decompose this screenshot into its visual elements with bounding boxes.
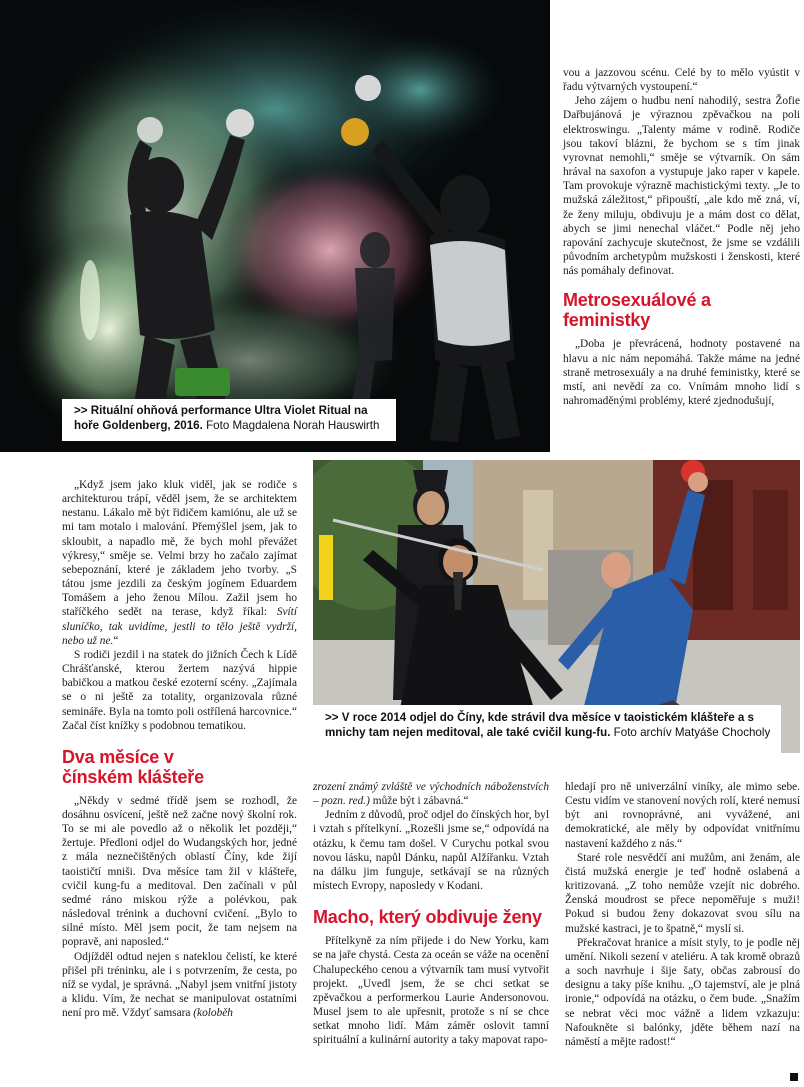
paragraph: „Doba je převrácená, hodnoty postavené na hlavu a nic nám nepomáhá. Takže máme na jedné straně metrosexuály a na druhé feministky, které se mstí, ani nevědí za co. Vnímám mnoho lidí s nahromaděnými problémy, které zjednodušují, bbox=[563, 338, 800, 407]
caption-credit: Foto archív Matyáše Chocholy bbox=[613, 726, 771, 739]
performance-photo-caption bbox=[62, 399, 396, 441]
caption-credit: Foto Magdalena Norah Hauswirth bbox=[206, 419, 380, 432]
article-column-1 bbox=[62, 478, 297, 1020]
paragraph: Překračovat hranice a mísit styly, to je podle něj umění. Nikoli sezení v ateliéru. A tak kromě obrazů a soch navrhuje i šije šaty, občas zabrousí do designu a taky píše knihu. „O tajemství, ale je plná ironie,“ odpovídá na otázku, o čem bude. „Snažím se nebrat věci moc vážně a lidem vzkazuju: Nafoukněte si balónky, jděte během nazí na náměstí a mějte radost!“ bbox=[565, 936, 800, 1048]
caption-bold-text: >> V roce 2014 odjel do Číny, kde strávil dva měsíce v taoistickém klášteře a s mnichy tam nejen meditoval, ale také cvičil kung-fu. bbox=[325, 711, 754, 739]
paragraph: Staré role nesvědčí ani mužům, ani ženám, ale čistá mužská energie je teď hodně oslabená a kritizovaná. „Z toho nemůže vzejít nic dobrého. Ženská moudrost se přece nepoměřuje s muži! Pokud si budou ženy dokazovat svou sílu na mužské kastraci, je to špatně,“ myslí si. bbox=[565, 851, 800, 935]
paragraph: Odjížděl odtud nejen s nateklou čelistí, ke které přišel při tréninku, ale i s potvrzením, že cesta, po níž se vydal, je správná. „Nabyl jsem vnitřní jistoty a klidu. Vím, že nechat se manipulovat ostatními není pro mě. Vždyť samsara (koloběh bbox=[62, 950, 297, 1020]
article-column-3 bbox=[565, 780, 800, 1049]
article-column-2 bbox=[313, 780, 549, 1048]
paragraph: „Někdy v sedmé třídě jsem se rozhodl, že dosáhnu osvícení, ještě než začne nový školní rok. To se mi ale povedlo až o několik let později,“ žertuje. Předloni odjel do Wudangských hor, jedné z mála neznečištěných oblastí Číny, kde žijí taoističtí mniši. Dva měsíce tam žil v klášteře, cvičil kung-fu a meditoval. Den začínali v půl sedmé ráno miskou rýže a polévkou, pak následoval trénink a duchovní cvičení. „Bylo to silné místo. Měl jsem pocit, že tam nejsem na popravě, ani naposled.“ bbox=[62, 794, 297, 949]
paragraph: „Když jsem jako kluk viděl, jak se rodiče s architekturou trápí, věděl jsem, že se architektem nestanu. Lákalo mě být řidičem kamiónu, ale už se mi tam motalo i malování. Přemýšlel jsem, jak to skloubit, a napadlo mě, že bych mohl převážet výkresy,“ směje se. Velmi brzy ho začalo zajímat sebepoznání, které je základem jeho tvorby. „S tátou jsme jezdili za českým jogínem Eduardem Tomášem a jeho ženou Mílou. Zažil jsem ho staříčkého sedět na terase, když říkal: Svítí sluníčko, tak uvidíme, jestli to tělo ještě vydrží, nebo už ne.“ bbox=[62, 479, 297, 647]
caption-bold-text: >> Rituální ohňová performance Ultra Violet Ritual na hoře Goldenberg, 2016. bbox=[74, 404, 368, 432]
paragraph: Jedním z důvodů, proč odjel do čínských hor, byl i vztah s přítelkyní. „Rozešli jsme se,“ odpovídá na otázku, k čemu tam došel. V Curychu potkal svou novou lásku, napůl Dánku, napůl Alžířanku. Vztah na dálku jim funguje, setkávají se na různých místech Evropy, naposledy v Kodani. bbox=[313, 809, 549, 893]
paragraph: vou a jazzovou scénu. Celé by to mělo vyústit v řadu výtvarných vystoupení.“ bbox=[563, 67, 800, 94]
article-end-mark bbox=[790, 1073, 798, 1081]
paragraph: Jeho zájem o hudbu není nahodilý, sestra Žofie Dařbujánová je výraznou zpěvačkou na poli elektroswingu. „Talenty máme v rodině. Rodiče jsou takoví blázni, že bychom se s tím jinak vyrovnat nemohli,“ směje se výtvarník. On sám hrával na saxofon a vystupuje jako raper v kapele. Tam provokuje výrazně machistickými texty. „Je to mužská záležitost,“ připouští, „ale kdo mě zná, ví, že ženy miluju, obdivuju je a mám dost co dělat, abych se jimi nenechal vláčet.“ Podle něj jeho rapování zachycuje skutečnost, že jsme se vzdálili původním archetypům mužskosti i ženskosti, které nás pomáhaly definovat. bbox=[563, 95, 800, 278]
paragraph: Přítelkyně za ním přijede i do New Yorku, kam se na jaře chystá. Cesta za oceán se váže na ocenění Chalupeckého cenou a výtvarník tam musí vytvořit projekt. „Uvedl jsem, že se chci setkat se zpěvačkou a performerkou Laurie Andersonovou. Musel jsem to ale upřesnit, protože s ní se chce setkat mnoho lidí. Mám záměr oslovit tamní spirituální a kulinární autority a taky mapovat rapo- bbox=[313, 935, 549, 1047]
section-heading-macho: Macho, který obdivuje ženy bbox=[313, 907, 542, 928]
paragraph: zrození známý zvláště ve východních náboženstvích – pozn. red.) může být i zábavná.“ bbox=[313, 781, 549, 808]
performance-photo bbox=[0, 0, 550, 452]
article-column-top-right bbox=[563, 66, 800, 408]
section-heading-dva-mesice: Dva měsíce v čínském klášteře bbox=[62, 746, 204, 787]
section-heading-metrosexualove: Metrosexuálové a feministky bbox=[563, 290, 711, 331]
paragraph: hledají pro ně univerzální viníky, ale mimo sebe. Cestu vidím ve stanovení nových rolí, které nemusí být ani rovnoprávné, ani vyvážené, ani demokratické, ale měly by odpovídat vnitřnímu nastavení každého z nás.“ bbox=[565, 781, 800, 850]
paragraph: S rodiči jezdil i na statek do jižních Čech k Lídě Chrášťanské, kterou žertem nazývá hippie babičkou a matkou české ezoterní scény. „Zajímala se o ni ještě za totality, organizovala různé semináře. Byla na tomto poli ostřílená harcovnice.“ Začal číst knížky s podobnou tematikou. bbox=[62, 648, 297, 732]
china-photo-caption bbox=[313, 705, 781, 753]
